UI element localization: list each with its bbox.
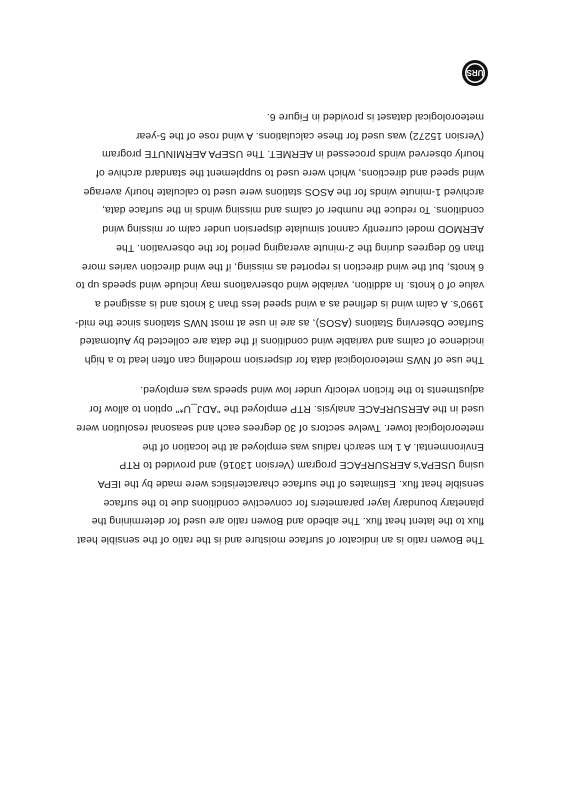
paragraph-line: wind speed and directions, which were used to supplement the standard archive of [95,167,484,179]
paragraph-line: used in the AERSURFACE analysis. RTP employed the "ADJ_U*" option to allow for [89,403,484,415]
paragraph-line: value of 0 knots. In addition, variable wind observations may include wind speeds up to [75,279,484,291]
paragraph-line: conditions. To reduce the number of calms and missing winds in the surface data, [101,204,484,216]
paragraph-line: using USEPA's AERSURFACE program (Version 13016) and provided to RTP [119,459,484,471]
paragraph-line: than 60 degrees during the 2-minute averaging period for the observation. The [116,241,484,253]
paragraph-line: sensible heat flux. Estimates of the surface characteristics were made by the IEPA [97,477,484,489]
paragraph-line: incidence of calms and variable wind conditions if the data are collected by Automated [79,335,484,347]
paragraph-nws-data [56,106,484,368]
paragraph-line: 1990's. A calm wind is defined as a wind speed less than 3 knots and is assigned a [94,297,484,309]
paragraph-line: (Version 15272) was used for these calculations. A wind rose of the 5-year [135,129,484,141]
paragraph-line: The Bowen ratio is an indicator of surface moisture and is the ratio of the sensible heat [77,534,484,545]
paragraph-line: archived 1-minute winds for the ASOS stations were used to calculate hourly average [83,185,484,197]
paragraph-bowen-ratio [56,380,484,548]
paragraph-line: flux to the latent heat flux. The albedo and Bowen ratio are used for determining the [91,515,484,527]
paragraph-line: Surface Observing Stations (ASOS), as are in use at most NWS stations since the mid- [74,316,484,328]
paragraph-line: meteorological tower. Twelve sectors of 30 degrees each and seasonal resolution were [76,421,484,433]
paragraph-line: planetary boundary layer parameters for convective conditions due to the surface [103,496,484,508]
urs-logo [461,59,489,87]
paragraph-line: 6 knots, but the wind direction is reported as missing, if the wind direction varies more [81,260,484,272]
paragraph-line: meteorological dataset is provided in Figure 6. [266,111,484,123]
svg-text:URS: URS [466,67,484,77]
paragraph-line: The use of NWS meteorological data for dispersion modeling can often lead to a high [84,354,484,365]
paragraph-line: Environmental. A 1 km search radius was employed at the location of the [142,440,484,452]
paragraph-line: hourly observed winds processed in AERMET. The USEPA AERMINUTE program [102,148,484,160]
paragraph-line: adjustments to the friction velocity under low wind speeds was employed. [140,384,484,396]
paragraph-line: AERMOD model currently cannot simulate dispersion under calm or missing wind [102,223,484,235]
